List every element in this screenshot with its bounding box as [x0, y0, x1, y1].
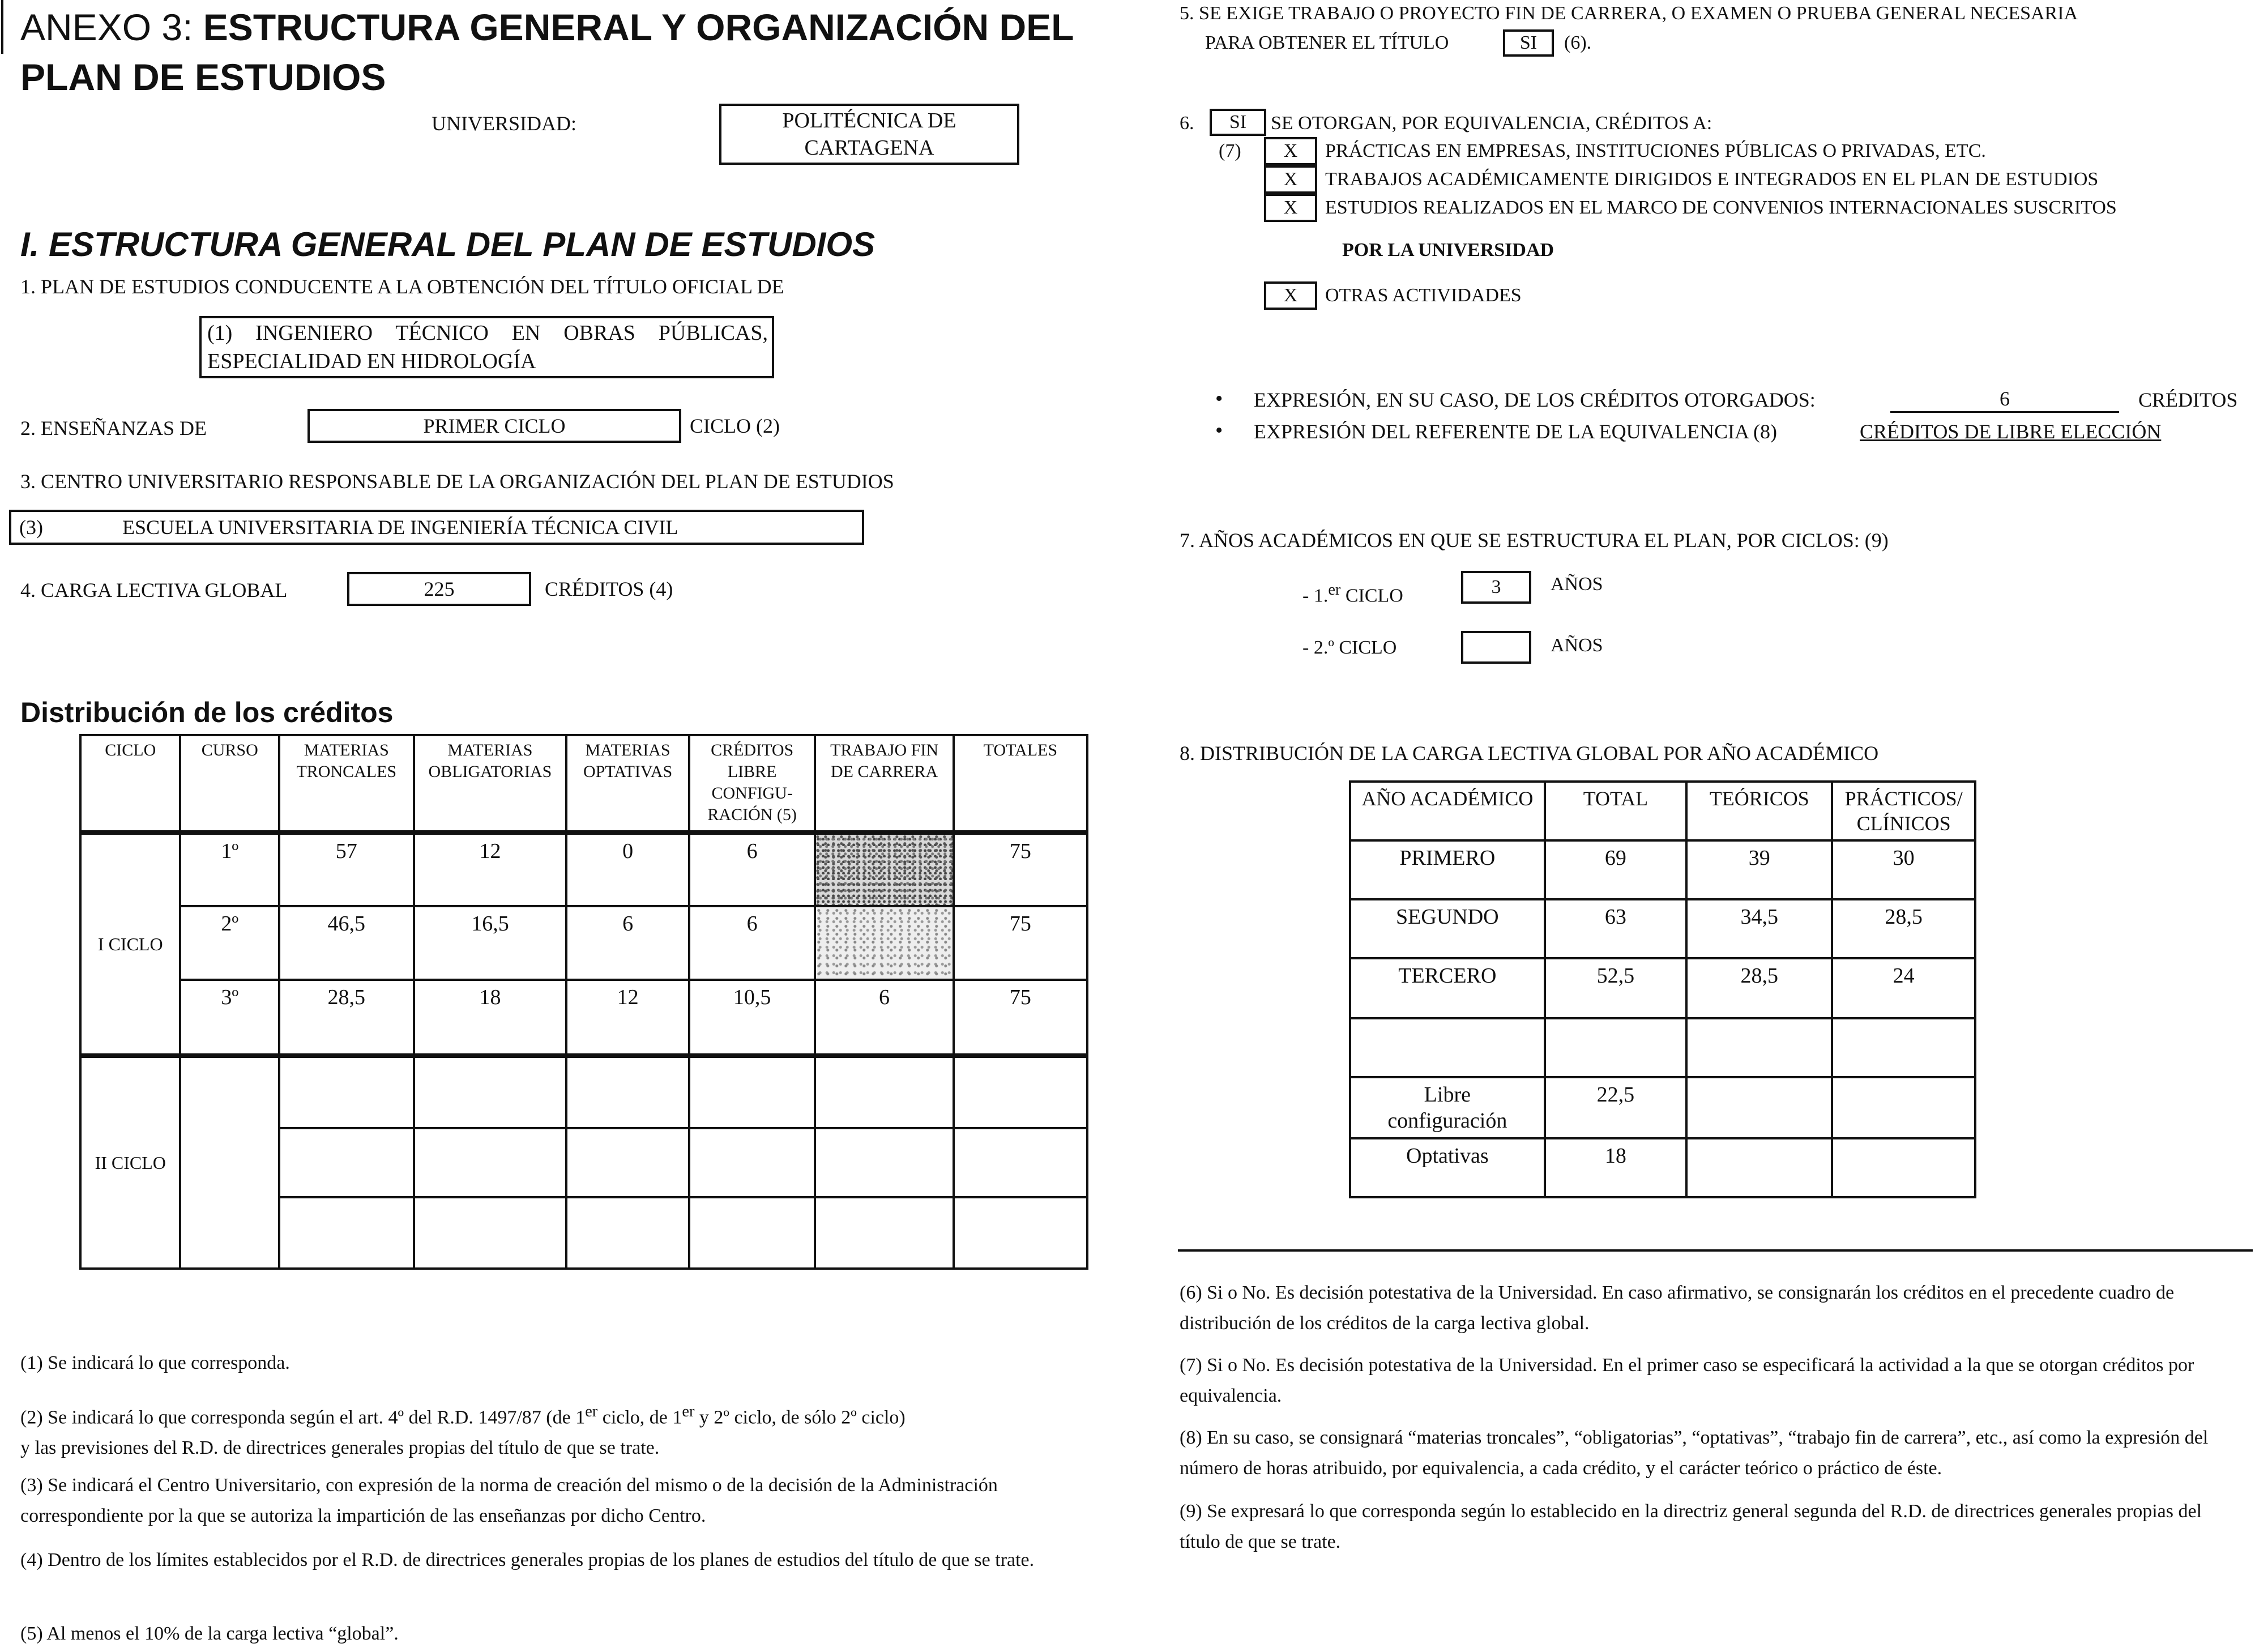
item5-line2: PARA OBTENER EL TÍTULO: [1205, 32, 1449, 53]
footnote-8: (8) En su caso, se consignará “materias troncales”, “obligatorias”, “optativas”, “trabajo fin de carrera”, etc., así como la expresión del número de horas atribuido, por equivalencia, a cada crédito, y el carácter teórico o práctico de éste.: [1180, 1427, 2209, 1479]
trabajo-cell-shaded: [815, 833, 953, 906]
distribution-table: [79, 734, 1088, 1270]
total-cell: 52,5: [1545, 958, 1687, 1018]
title-prefix: ANEXO 3:: [20, 6, 193, 48]
item6-label: SE OTORGAN, POR EQUIVALENCIA, CRÉDITOS A:: [1271, 113, 1712, 134]
table-row: [1350, 958, 1975, 1018]
bullet-2: •: [1215, 419, 1223, 442]
teoricos-cell: 34,5: [1686, 899, 1832, 958]
footnote-2: (2) Se indicará lo que corresponda según el art. 4º del R.D. 1497/87 (de 1er ciclo, de 1er y 2º ciclo, de sólo 2º ciclo) y las previsiones del R.D. de directrices generales propias del título de que se trate.: [20, 1403, 906, 1459]
item6-number: 6.: [1180, 113, 1194, 134]
footnote-6: (6) Si o No. Es decisión potestativa de la Universidad. En caso afirmativo, se consignarán los créditos en el precedente cuadro de distribución de los créditos de la carga lectiva global.: [1180, 1282, 2175, 1334]
table-row: [1350, 1138, 1975, 1197]
header-curso: CURSO: [180, 735, 279, 833]
titulo-line2: ESPECIALIDAD EN HIDROLOGÍA: [207, 349, 536, 373]
item5-field: SI: [1503, 29, 1554, 57]
totales-cell: 75: [954, 833, 1087, 906]
practicos-cell: 28,5: [1832, 899, 1975, 958]
table-row: [1350, 1077, 1975, 1138]
option-estudios: ESTUDIOS REALIZADOS EN EL MARCO DE CONVENIOS INTERNACIONALES SUSCRITOS: [1325, 197, 2117, 218]
item2-suffix: CICLO (2): [690, 415, 780, 437]
teoricos-cell: [1686, 1018, 1832, 1077]
titulo-line1: (1) INGENIERO TÉCNICO EN OBRAS PÚBLICAS,: [207, 321, 768, 345]
bullet1-suffix: CRÉDITOS: [2138, 389, 2238, 411]
footnote-5: (5) Al menos el 10% de la carga lectiva “global”.: [20, 1623, 399, 1644]
trabajo-cell-shaded: [815, 906, 953, 980]
document-title-line2: PLAN DE ESTUDIOS: [20, 56, 386, 98]
footnote-1: (1) Se indicará lo que corresponda.: [20, 1352, 290, 1373]
total-cell: 63: [1545, 899, 1687, 958]
totales-cell: 75: [954, 906, 1087, 980]
libre-cell: 6: [689, 833, 815, 906]
curso-cell: 2º: [180, 906, 279, 980]
item1-label: 1. PLAN DE ESTUDIOS CONDUCENTE A LA OBTENCIÓN DEL TÍTULO OFICIAL DE: [20, 275, 784, 298]
universidad-line1: POLITÉCNICA DE: [782, 109, 956, 133]
header-optativas: MATERIAS OPTATIVAS: [566, 735, 689, 833]
footnote-4: (4) Dentro de los límites establecidos por el R.D. de directrices generales propias de los planes de estudios del título de que se trate.: [20, 1549, 1035, 1570]
checkbox-trabajos[interactable]: X: [1264, 165, 1317, 194]
ciclo1-years-field: 3: [1461, 571, 1531, 604]
ano-cell: SEGUNDO: [1350, 899, 1545, 958]
checkbox-otras[interactable]: X: [1264, 281, 1317, 310]
item6-ref: (7): [1219, 140, 1241, 161]
distribution-header-row: [80, 735, 1087, 833]
optativas-cell: 12: [566, 980, 689, 1056]
ciclo2-years-field: [1461, 631, 1531, 664]
practicos-cell: 30: [1832, 840, 1975, 899]
header-libre-configuracion: CRÉDITOS LIBRE CONFIGU- RACIÓN (5): [689, 735, 815, 833]
totales-cell: 75: [954, 980, 1087, 1056]
item6-field: SI: [1210, 109, 1266, 136]
ciclo2-label: - 2.º CICLO: [1302, 637, 1397, 658]
item5-suffix: (6).: [1564, 32, 1592, 53]
document-title: [20, 5, 1074, 50]
distribution-heading: Distribución de los créditos: [20, 697, 394, 728]
table-row: [80, 833, 1087, 906]
bullet1-value: 6: [1890, 386, 2119, 413]
troncales-cell: 57: [279, 833, 414, 906]
option-trabajos: TRABAJOS ACADÉMICAMENTE DIRIGIDOS E INTEGRADOS EN EL PLAN DE ESTUDIOS: [1325, 169, 2099, 190]
table-row: [80, 906, 1087, 980]
obligatorias-cell: 16,5: [414, 906, 567, 980]
centro-prefix: (3): [19, 516, 43, 539]
curso-cell: 1º: [180, 833, 279, 906]
bullet1-label: EXPRESIÓN, EN SU CASO, DE LOS CRÉDITOS OTORGADOS:: [1254, 389, 1816, 411]
item5-line1: 5. SE EXIGE TRABAJO O PROYECTO FIN DE CARRERA, O EXAMEN O PRUEBA GENERAL NECESARIA: [1180, 3, 2078, 24]
header-practicos: PRÁCTICOS/ CLÍNICOS: [1832, 782, 1975, 840]
por-la-universidad: POR LA UNIVERSIDAD: [1342, 240, 1554, 261]
item2-label: 2. ENSEÑANZAS DE: [20, 417, 207, 439]
option-practicas: PRÁCTICAS EN EMPRESAS, INSTITUCIONES PÚBLICAS O PRIVADAS, ETC.: [1325, 140, 1986, 161]
header-totales: TOTALES: [954, 735, 1087, 833]
checkbox-estudios[interactable]: X: [1264, 194, 1317, 222]
item4-suffix: CRÉDITOS (4): [545, 578, 673, 600]
obligatorias-cell: 12: [414, 833, 567, 906]
total-cell: [1545, 1018, 1687, 1077]
header-ciclo: CICLO: [80, 735, 180, 833]
footnote-7: (7) Si o No. Es decisión potestativa de la Universidad. En el primer caso se especificará la actividad a la que se otorgan créditos por equivalencia.: [1180, 1355, 2194, 1406]
total-cell: 22,5: [1545, 1077, 1687, 1138]
ciclo1-label: - 1.$^{er}$ CICLO: [1302, 581, 1403, 607]
ciclo1-anos: AÑOS: [1551, 574, 1603, 595]
header-ano: AÑO ACADÉMICO: [1350, 782, 1545, 840]
universidad-label: UNIVERSIDAD:: [432, 112, 576, 135]
obligatorias-cell: 18: [414, 980, 567, 1056]
footnote-9: (9) Se expresará lo que corresponda según lo establecido en la directriz general segunda del R.D. de directrices generales propias del título de que se trate.: [1180, 1501, 2202, 1552]
item8-label: 8. DISTRIBUCIÓN DE LA CARGA LECTIVA GLOBAL POR AÑO ACADÉMICO: [1180, 742, 1879, 765]
header-trabajo-fin-carrera: TRABAJO FIN DE CARRERA: [815, 735, 953, 833]
total-cell: 18: [1545, 1138, 1687, 1197]
left-margin-rule: [1, 0, 3, 54]
item4-label: 4. CARGA LECTIVA GLOBAL: [20, 579, 288, 601]
item3-label: 3. CENTRO UNIVERSITARIO RESPONSABLE DE LA ORGANIZACIÓN DEL PLAN DE ESTUDIOS: [20, 470, 894, 493]
universidad-field: [719, 104, 1019, 165]
bullet2-value: CRÉDITOS DE LIBRE ELECCIÓN: [1860, 420, 2162, 443]
centro-field: [9, 510, 864, 545]
troncales-cell: 46,5: [279, 906, 414, 980]
ciclo2-anos: AÑOS: [1551, 635, 1603, 656]
libre-cell: 10,5: [689, 980, 815, 1056]
title-rest: ESTRUCTURA GENERAL Y ORGANIZACIÓN DEL: [193, 6, 1074, 48]
ciclo2-cell: II CICLO: [80, 1056, 180, 1269]
section-heading: I. ESTRUCTURA GENERAL DEL PLAN DE ESTUDIOS: [20, 225, 875, 263]
ano-cell: PRIMERO: [1350, 840, 1545, 899]
teoricos-cell: 39: [1686, 840, 1832, 899]
troncales-cell: 28,5: [279, 980, 414, 1056]
total-cell: 69: [1545, 840, 1687, 899]
practicos-cell: [1832, 1018, 1975, 1077]
table-row: [1350, 1018, 1975, 1077]
footnote-3: (3) Se indicará el Centro Universitario, con expresión de la norma de creación del mismo o de la decisión de la Administración correspondiente por la que se autoriza la impartición de las enseñanzas por dicho Centro.: [20, 1475, 998, 1526]
universidad-line2: CARTAGENA: [804, 136, 934, 160]
header-troncales: MATERIAS TRONCALES: [279, 735, 414, 833]
libre-cell: 6: [689, 906, 815, 980]
bullet2-label: EXPRESIÓN DEL REFERENTE DE LA EQUIVALENCIA (8): [1254, 420, 1777, 443]
checkbox-practicas[interactable]: X: [1264, 137, 1317, 165]
bullet-1: •: [1215, 387, 1223, 411]
header-obligatorias: MATERIAS OBLIGATORIAS: [414, 735, 567, 833]
ciclo2-curso-cell: [180, 1056, 279, 1269]
ensenanzas-field: PRIMER CICLO: [308, 409, 681, 443]
ano-cell: TERCERO: [1350, 958, 1545, 1018]
titulo-field: [199, 316, 774, 378]
table-row: [80, 1056, 1087, 1128]
optativas-label-cell: Optativas: [1350, 1138, 1545, 1197]
optativas-cell: 0: [566, 833, 689, 906]
item7-label: 7. AÑOS ACADÉMICOS EN QUE SE ESTRUCTURA EL PLAN, POR CICLOS: (9): [1180, 529, 1889, 552]
header-teoricos: TEÓRICOS: [1686, 782, 1832, 840]
teoricos-cell: 28,5: [1686, 958, 1832, 1018]
ciclo1-cell: I CICLO: [80, 833, 180, 1056]
carga-field: 225: [347, 572, 531, 606]
trabajo-cell: 6: [815, 980, 953, 1056]
table-row: [1350, 899, 1975, 958]
libre-config-cell: Libre configuración: [1350, 1077, 1545, 1138]
practicos-cell: 24: [1832, 958, 1975, 1018]
table-row: [1350, 840, 1975, 899]
curso-cell: 3º: [180, 980, 279, 1056]
header-total: TOTAL: [1545, 782, 1687, 840]
table-row: [80, 980, 1087, 1056]
carga-table: [1349, 780, 1976, 1198]
centro-value: ESCUELA UNIVERSITARIA DE INGENIERÍA TÉCNICA CIVIL: [122, 516, 678, 539]
footnote-divider: [1178, 1249, 2253, 1252]
option-otras: OTRAS ACTIVIDADES: [1325, 285, 1522, 306]
carga-header-row: [1350, 782, 1975, 840]
ano-cell: [1350, 1018, 1545, 1077]
optativas-cell: 6: [566, 906, 689, 980]
